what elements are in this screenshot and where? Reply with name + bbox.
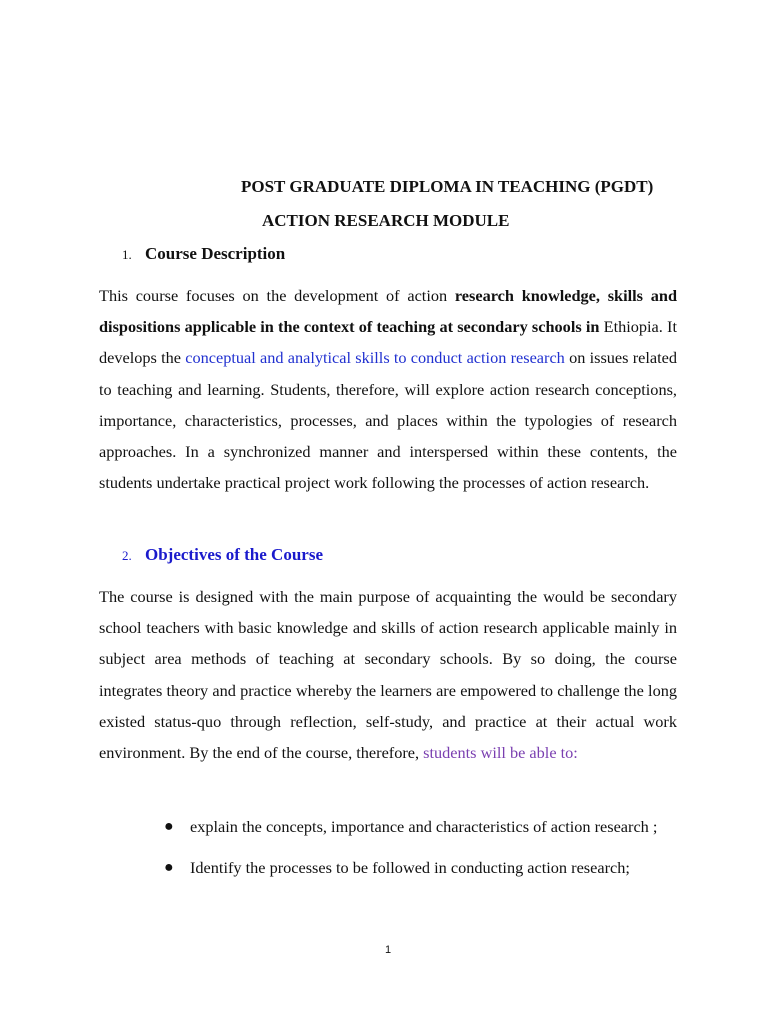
course-description-paragraph <box>99 280 677 498</box>
bullet-icon: ● <box>164 859 174 877</box>
list-item <box>160 852 677 883</box>
course-description-highlight: conceptual and analytical skills to conduct action research <box>185 348 565 368</box>
bullet-text: Identify the processes to be followed in conducting action research; <box>190 858 630 878</box>
section2-heading <box>122 545 323 565</box>
objectives-highlight: students will be able to: <box>423 743 578 763</box>
bullet-icon: ● <box>164 818 174 835</box>
objectives-bullet-list <box>160 811 677 893</box>
section1-heading-text: Course Description <box>145 244 286 263</box>
section2-number: 2. <box>122 548 132 563</box>
document-title-line2: ACTION RESEARCH MODULE <box>262 211 510 230</box>
document-title-line1: POST GRADUATE DIPLOMA IN TEACHING (PGDT) <box>241 177 654 196</box>
course-description-text-b: Ethiopia. It develops the <box>99 317 677 368</box>
course-description-text-a: This course focuses on the development of action <box>99 286 455 305</box>
course-description-bold-text: research knowledge, skills and dispositions applicable in the context of teaching at secondary schools in <box>99 286 677 337</box>
bullet-text: explain the concepts, importance and characteristics of action research ; <box>190 817 658 836</box>
course-description-text-c: on issues related to teaching and learning. Students, therefore, will explore action research conceptions, importance, characteristics, processes, and places within the typologies of research approaches. In a synchronized manner and interspersed within these contents, the students undertake practical project work following the processes of action research. <box>99 348 678 493</box>
page-number: 1 <box>384 944 392 956</box>
list-item <box>160 811 677 842</box>
section2-heading-text: Objectives of the Course <box>145 545 323 564</box>
objectives-paragraph <box>99 581 677 768</box>
objectives-text-a: The course is designed with the main purpose of acquainting the would be secondary school teachers with basic knowledge and skills of action research applicable mainly in subject area methods of teaching at secondary schools. By so doing, the course integrates theory and practice whereby the learners are empowered to challenge the long existed status-quo through reflection, self-study, and practice at their actual work environment. By the end of the course, therefore, <box>99 587 677 763</box>
section1-heading <box>122 244 285 264</box>
section1-number: 1. <box>122 247 132 262</box>
